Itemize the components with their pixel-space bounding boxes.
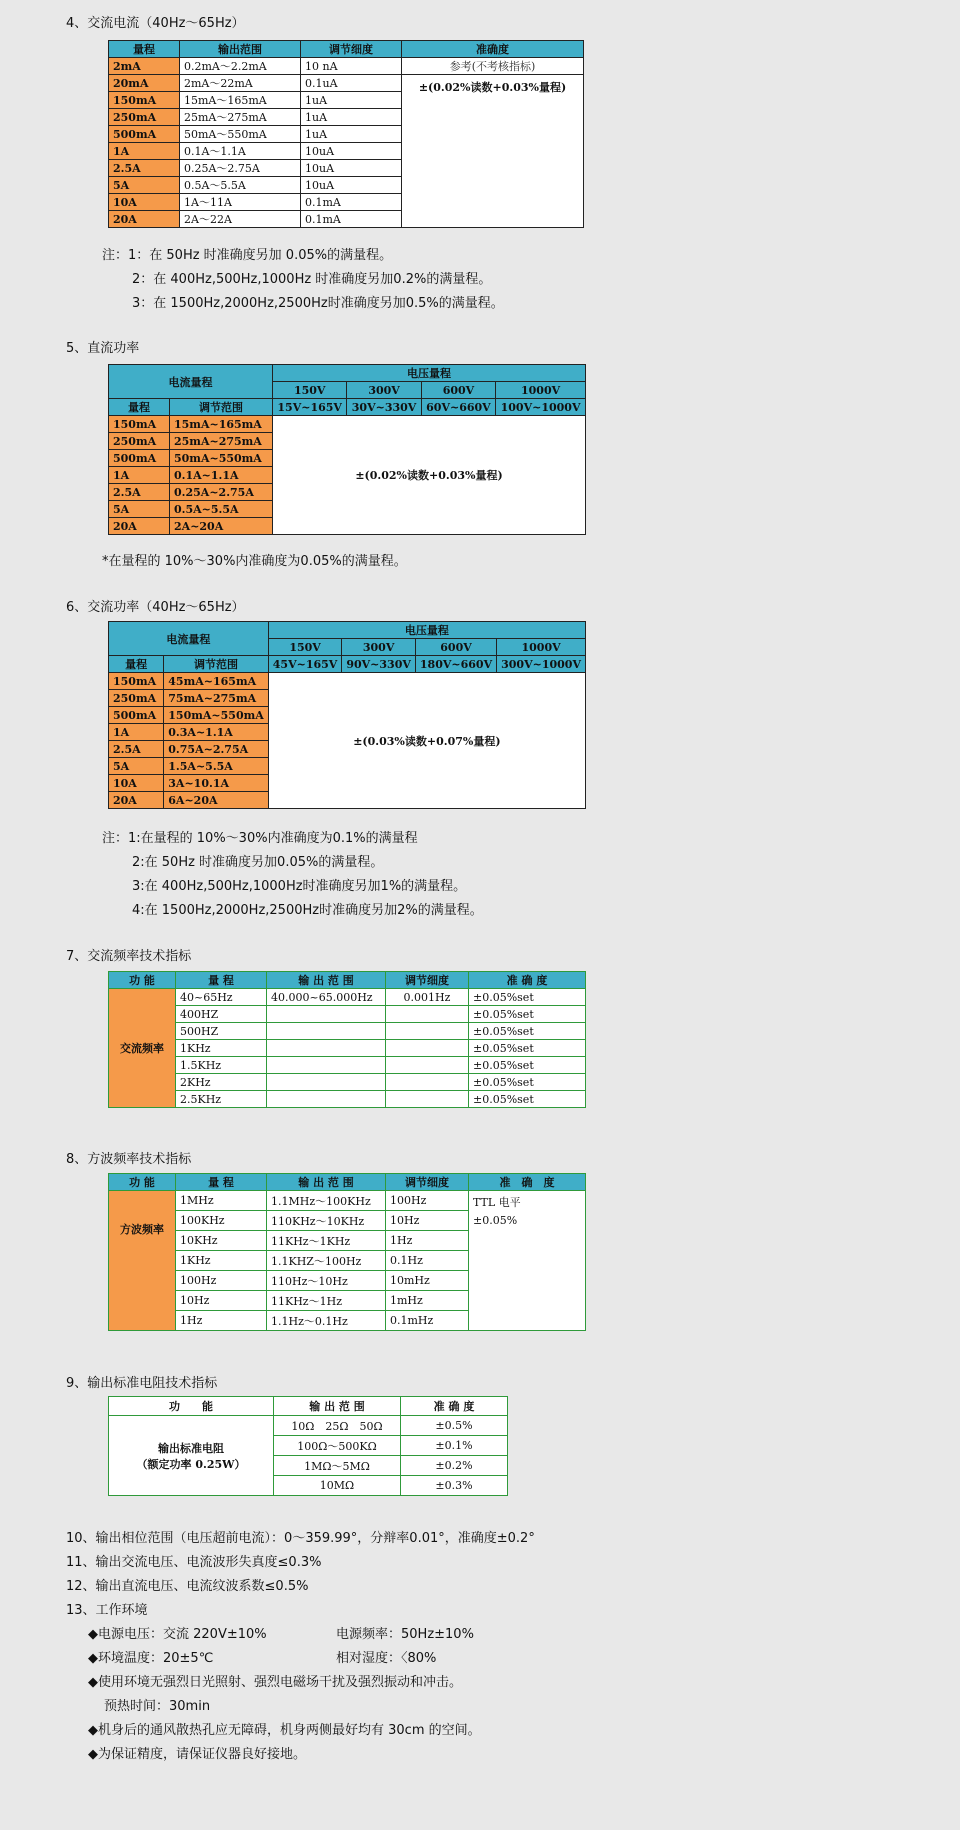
col-range: 量程 [109,656,164,673]
table-row [109,416,586,433]
range-cell: 150mA [109,92,180,109]
col-function: 功 能 [109,972,176,989]
range-cell: 20A [109,518,170,535]
section-7-heading: 7、交流频率技术指标 [66,949,192,964]
range-cell: 1Hz [176,1311,267,1331]
output-cell: 2mA～22mA [180,75,301,92]
s6-note-3: 3:在 400Hz,500Hz,1000Hz时准确度另加1%的满量程。 [132,879,467,894]
col-adjust: 调节细度 [301,41,402,58]
adjust-cell: 0.25A~2.75A [170,484,273,501]
range-cell: 20A [109,792,164,809]
env-temperature: ◆环境温度：20±5℃ [88,1651,214,1666]
section-4-heading: 4、交流电流（40Hz～65Hz） [66,16,245,31]
range-cell: 500HZ [176,1023,267,1040]
accuracy-cell: ±0.05%set [469,1040,586,1057]
square-frequency-table [108,1173,586,1331]
col-output: 输 出 范 围 [267,1174,386,1191]
adjust-cell: 6A~20A [164,792,269,809]
range-cell: 500mA [109,707,164,724]
r-acc-3: ±0.2% [401,1456,508,1476]
adjust-cell: 10uA [301,160,402,177]
vrange-3: 60V~660V [421,399,495,416]
adjust-cell: 1uA [301,92,402,109]
output-cell: 2A～22A [180,211,301,228]
range-cell: 250mA [109,690,164,707]
range-cell: 10A [109,194,180,211]
accuracy-cell: ±0.05%set [469,1057,586,1074]
range-cell: 2.5KHz [176,1091,267,1108]
range-cell: 150mA [109,416,170,433]
range-cell: 150mA [109,673,164,690]
section-5-heading: 5、直流功率 [66,341,140,356]
adjust-cell [386,1023,469,1040]
volt-600: 600V [415,639,496,656]
adjust-cell: 150mA~550mA [164,707,269,724]
col-output: 输 出 范 围 [267,972,386,989]
range-cell: 1KHz [176,1251,267,1271]
line-12: 12、输出直流电压、电流纹波系数≤0.5% [66,1579,309,1594]
range-cell: 2KHz [176,1074,267,1091]
dc-power-table [108,364,586,535]
env-condition: ◆使用环境无强烈日光照射、强烈电磁场干扰及强烈振动和冲击。 [88,1675,462,1690]
output-cell: 0.5A～5.5A [180,177,301,194]
vrange-4: 300V~1000V [497,656,586,673]
table-row [109,58,584,75]
output-cell: 11KHz～1Hz [267,1291,386,1311]
range-cell: 2.5A [109,484,170,501]
adjust-cell: 0.1mA [301,194,402,211]
col-function: 功 能 [109,1397,274,1416]
section-9-heading: 9、输出标准电阻技术指标 [66,1376,218,1391]
accuracy-cell: ±0.05%set [469,1023,586,1040]
table-row [109,1006,586,1023]
output-cell [267,1023,386,1040]
vrange-2: 90V~330V [342,656,416,673]
range-cell: 100Hz [176,1271,267,1291]
volt-300: 300V [342,639,416,656]
adjust-cell: 1.5A~5.5A [164,758,269,775]
s6-note-1: 注：1:在量程的 10%～30%内准确度为0.1%的满量程 [102,831,418,846]
r-range-3: 1MΩ～5MΩ [274,1456,401,1476]
s5-note: *在量程的 10%～30%内准确度为0.05%的满量程。 [102,554,407,569]
table-row [109,1057,586,1074]
r-range-4: 10MΩ [274,1476,401,1496]
adjust-cell: 0.1mA [301,211,402,228]
adjust-cell: 0.001Hz [386,989,469,1006]
range-cell: 20A [109,211,180,228]
s6-note-2: 2:在 50Hz 时准确度另加0.05%的满量程。 [132,855,384,870]
r-range-2: 100Ω～500KΩ [274,1436,401,1456]
function-cell: 方波频率 [109,1191,176,1331]
output-cell [267,1074,386,1091]
range-cell: 1A [109,143,180,160]
s4-note-1: 注：1：在 50Hz 时准确度另加 0.05%的满量程。 [102,248,393,263]
table-row [109,1040,586,1057]
volt-150: 150V [268,639,342,656]
resistance-power: （额定功率 0.25W） [136,1457,246,1471]
adjust-cell [386,1040,469,1057]
volt-600: 600V [421,382,495,399]
volt-150: 150V [273,382,347,399]
adjust-cell: 3A~10.1A [164,775,269,792]
output-cell: 1A～11A [180,194,301,211]
col-accuracy: 准 确 度 [469,1174,586,1191]
current-range-header: 电流量程 [109,365,273,399]
line-11: 11、输出交流电压、电流波形失真度≤0.3% [66,1555,322,1570]
adjust-cell: 1uA [301,109,402,126]
output-cell [267,1040,386,1057]
line-13: 13、工作环境 [66,1603,148,1618]
output-cell: 1.1Hz～0.1Hz [267,1311,386,1331]
range-cell: 10Hz [176,1291,267,1311]
range-cell: 250mA [109,109,180,126]
output-cell: 0.2mA～2.2mA [180,58,301,75]
output-cell: 110Hz～10Hz [267,1271,386,1291]
adjust-cell: 100Hz [386,1191,469,1211]
voltage-range-header: 电压量程 [273,365,586,382]
accuracy-cell: ±(0.03%读数+0.07%量程) [268,673,585,809]
accuracy-cell: ±(0.02%读数+0.03%量程) [273,416,586,535]
vrange-4: 100V~1000V [496,399,586,416]
range-cell: 1MHz [176,1191,267,1211]
current-range-header: 电流量程 [109,622,269,656]
range-cell: 10KHz [176,1231,267,1251]
env-humidity: 相对湿度：〈80% [336,1651,437,1666]
output-cell: 1.1KHZ～100Hz [267,1251,386,1271]
range-cell: 1A [109,467,170,484]
table-row [109,1074,586,1091]
adjust-cell [386,1091,469,1108]
resistance-table [108,1396,508,1496]
adjust-cell: 0.1A~1.1A [170,467,273,484]
col-adjust: 调节范围 [164,656,269,673]
output-cell: 110KHz～10KHz [267,1211,386,1231]
table-row [109,1191,586,1211]
accuracy-cell: ±0.05%set [469,1074,586,1091]
output-cell: 25mA～275mA [180,109,301,126]
adjust-cell [386,1006,469,1023]
range-cell: 2mA [109,58,180,75]
env-power-frequency: 电源频率：50Hz±10% [336,1627,474,1642]
output-cell [267,1006,386,1023]
output-cell: 40.000~65.000Hz [267,989,386,1006]
col-output: 输 出 范 围 [274,1397,401,1416]
adjust-cell: 0.3A~1.1A [164,724,269,741]
accuracy-reference: 参考(不考核指标) [402,58,584,75]
ac-current-table [108,40,584,228]
output-cell [267,1057,386,1074]
section-6-heading: 6、交流功率（40Hz～65Hz） [66,600,245,615]
s6-note-4: 4:在 1500Hz,2000Hz,2500Hz时准确度另加2%的满量程。 [132,903,483,918]
col-output: 输出范围 [180,41,301,58]
function-cell: 交流频率 [109,989,176,1108]
col-adjust: 调节细度 [386,972,469,989]
range-cell: 40~65Hz [176,989,267,1006]
vrange-3: 180V~660V [415,656,496,673]
accuracy-percent: ±0.05% [473,1214,518,1227]
range-cell: 20mA [109,75,180,92]
adjust-cell: 45mA~165mA [164,673,269,690]
output-cell: 50mA～550mA [180,126,301,143]
adjust-cell [386,1074,469,1091]
adjust-cell [386,1057,469,1074]
env-ventilation: ◆机身后的通风散热孔应无障碍，机身两侧最好均有 30cm 的空间。 [88,1723,481,1738]
range-cell: 400HZ [176,1006,267,1023]
range-cell: 5A [109,177,180,194]
accuracy-ttl: TTL 电平 [473,1196,521,1209]
table-row [109,673,586,690]
range-cell: 10A [109,775,164,792]
col-accuracy: 准 确 度 [469,972,586,989]
adjust-cell: 0.5A~5.5A [170,501,273,518]
range-cell: 1.5KHz [176,1057,267,1074]
table-row [109,1023,586,1040]
r-acc-2: ±0.1% [401,1436,508,1456]
table-row [109,989,586,1006]
resistance-function: 输出标准电阻 [158,1441,224,1455]
output-cell: 11KHz～1KHz [267,1231,386,1251]
s4-note-2: 2：在 400Hz,500Hz,1000Hz 时准确度另加0.2%的满量程。 [132,272,492,287]
output-cell [267,1091,386,1108]
col-range: 量 程 [176,1174,267,1191]
accuracy-cell: ±0.05%set [469,1006,586,1023]
adjust-cell: 0.1Hz [386,1251,469,1271]
volt-1000: 1000V [497,639,586,656]
col-adjust: 调节范围 [170,399,273,416]
r-acc-4: ±0.3% [401,1476,508,1496]
range-cell: 2.5A [109,160,180,177]
adjust-cell: 50mA~550mA [170,450,273,467]
s4-note-3: 3：在 1500Hz,2000Hz,2500Hz时准确度另加0.5%的满量程。 [132,296,504,311]
adjust-cell: 10uA [301,177,402,194]
output-cell: 0.25A～2.75A [180,160,301,177]
range-cell: 100KHz [176,1211,267,1231]
adjust-cell: 1uA [301,126,402,143]
voltage-range-header: 电压量程 [268,622,585,639]
line-10: 10、输出相位范围（电压超前电流）：0～359.99°，分辩率0.01°，准确度±0.2° [66,1531,535,1546]
env-grounding: ◆为保证精度，请保证仪器良好接地。 [88,1747,306,1762]
col-accuracy: 准确度 [402,41,584,58]
vrange-1: 15V~165V [273,399,347,416]
accuracy-cell: ±0.05%set [469,989,586,1006]
section-8-heading: 8、方波频率技术指标 [66,1152,192,1167]
table-row [109,1091,586,1108]
vrange-1: 45V~165V [268,656,342,673]
r-range-1: 10Ω 25Ω 50Ω [274,1416,401,1436]
output-cell: 1.1MHz～100KHz [267,1191,386,1211]
adjust-cell: 0.1uA [301,75,402,92]
col-adjust: 调节细度 [386,1174,469,1191]
env-power-voltage: ◆电源电压：交流 220V±10% [88,1627,267,1642]
adjust-cell: 25mA~275mA [170,433,273,450]
adjust-cell: 1mHz [386,1291,469,1311]
accuracy-cell: ±0.05%set [469,1091,586,1108]
volt-300: 300V [347,382,421,399]
adjust-cell: 10mHz [386,1271,469,1291]
accuracy-cell [469,1191,586,1331]
ac-frequency-table [108,971,586,1108]
r-acc-1: ±0.5% [401,1416,508,1436]
ac-power-table [108,621,586,809]
range-cell: 5A [109,501,170,518]
range-cell: 1KHz [176,1040,267,1057]
adjust-cell: 10Hz [386,1211,469,1231]
range-cell: 250mA [109,433,170,450]
range-cell: 500mA [109,450,170,467]
output-cell: 15mA～165mA [180,92,301,109]
adjust-cell: 0.1mHz [386,1311,469,1331]
range-cell: 500mA [109,126,180,143]
col-range: 量程 [109,41,180,58]
adjust-cell: 15mA~165mA [170,416,273,433]
adjust-cell: 0.75A~2.75A [164,741,269,758]
resistance-function-cell [109,1416,274,1496]
adjust-cell: 10uA [301,143,402,160]
range-cell: 5A [109,758,164,775]
range-cell: 1A [109,724,164,741]
adjust-cell: 10 nA [301,58,402,75]
env-warmup: 预热时间：30min [104,1699,211,1714]
output-cell: 0.1A～1.1A [180,143,301,160]
col-accuracy: 准 确 度 [401,1397,508,1416]
accuracy-cell: ±(0.02%读数+0.03%量程) [402,75,584,228]
volt-1000: 1000V [496,382,586,399]
vrange-2: 30V~330V [347,399,421,416]
col-range: 量 程 [176,972,267,989]
table-row [109,75,584,92]
adjust-cell: 1Hz [386,1231,469,1251]
range-cell: 2.5A [109,741,164,758]
col-function: 功 能 [109,1174,176,1191]
adjust-cell: 75mA~275mA [164,690,269,707]
adjust-cell: 2A~20A [170,518,273,535]
col-range: 量程 [109,399,170,416]
